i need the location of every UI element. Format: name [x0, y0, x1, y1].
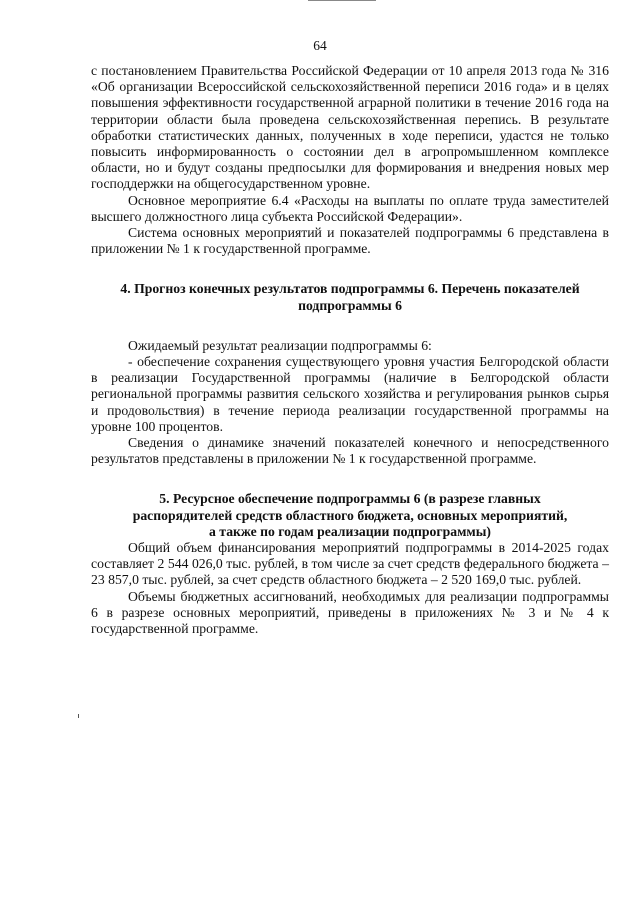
document-body [91, 63, 609, 637]
section-5-heading-line-2: распорядителей средств областного бюджета, основных мероприятий, [132, 507, 568, 523]
scan-mark [78, 714, 79, 718]
section-4-paragraph-1: Ожидаемый результат реализации подпрограммы 6: [128, 337, 432, 353]
section-5-paragraph-1: Общий объем финансирования мероприятий подпрограммы в 2014-2025 годах составляет 2 544 026,0 тыс. рублей, в том числе за счет средств федерального бюджета – 23 857,0 тыс. рублей, за счет средств областного бюджета – 2 520 169,0 тыс. рублей. [91, 540, 609, 588]
section-4-paragraph-3: Сведения о динамике значений показателей конечного и непосредственного результатов представлены в приложении № 1 к государственной программе. [91, 435, 609, 467]
intro-paragraph-3: Система основных мероприятий и показателей подпрограммы 6 представлена в приложении № 1 к государственной программе. [91, 225, 609, 257]
top-edge-rule [308, 0, 376, 1]
section-4-paragraph-2: - обеспечение сохранения существующего уровня участия Белгородской области в реализации Государственной программы (наличие в Белгородской области региональной программы развития сельского хозяйства и регулирования рынков сырья и продовольствия) в течение периода реализации государственной программы на уровне 100 процентов. [91, 354, 609, 434]
section-5-heading-line-1: 5. Ресурсное обеспечение подпрограммы 6 (в разрезе главных [159, 491, 541, 507]
intro-paragraph-1: с постановлением Правительства Российской Федерации от 10 апреля 2013 года № 316 «Об организации Всероссийской сельскохозяйственной переписи 2016 года» и в целях повышения эффективности государственной аграрной политики в течение 2016 года на территории области была проведена сельскохозяйственная перепись. В результате обработки статистических данных, полученных в ходе переписи, удастся не только повысить информированность о состоянии дел в агропромышленном комплексе области, но и будут созданы предпосылки для формирования и внедрения новых мер господдержки на общегосударственном уровне. [91, 63, 609, 192]
section-4-heading-line-1: 4. Прогноз конечных результатов подпрограммы 6. Перечень показателей [120, 281, 580, 297]
page-number: 64 [313, 38, 327, 53]
section-4-heading [91, 281, 609, 313]
section-5-heading [91, 491, 609, 540]
intro-paragraph-2: Основное мероприятие 6.4 «Расходы на выплаты по оплате труда заместителей высшего должностного лица субъекта Российской Федерации». [91, 192, 609, 224]
section-5-paragraph-2: Объемы бюджетных ассигнований, необходимых для реализации подпрограммы 6 в разрезе основных мероприятий, приведены в приложениях № 3 и № 4 к государственной программе. [91, 588, 609, 637]
section-4-heading-line-2: подпрограммы 6 [298, 297, 402, 313]
section-5-heading-line-3: а также по годам реализации подпрограммы) [209, 523, 491, 539]
